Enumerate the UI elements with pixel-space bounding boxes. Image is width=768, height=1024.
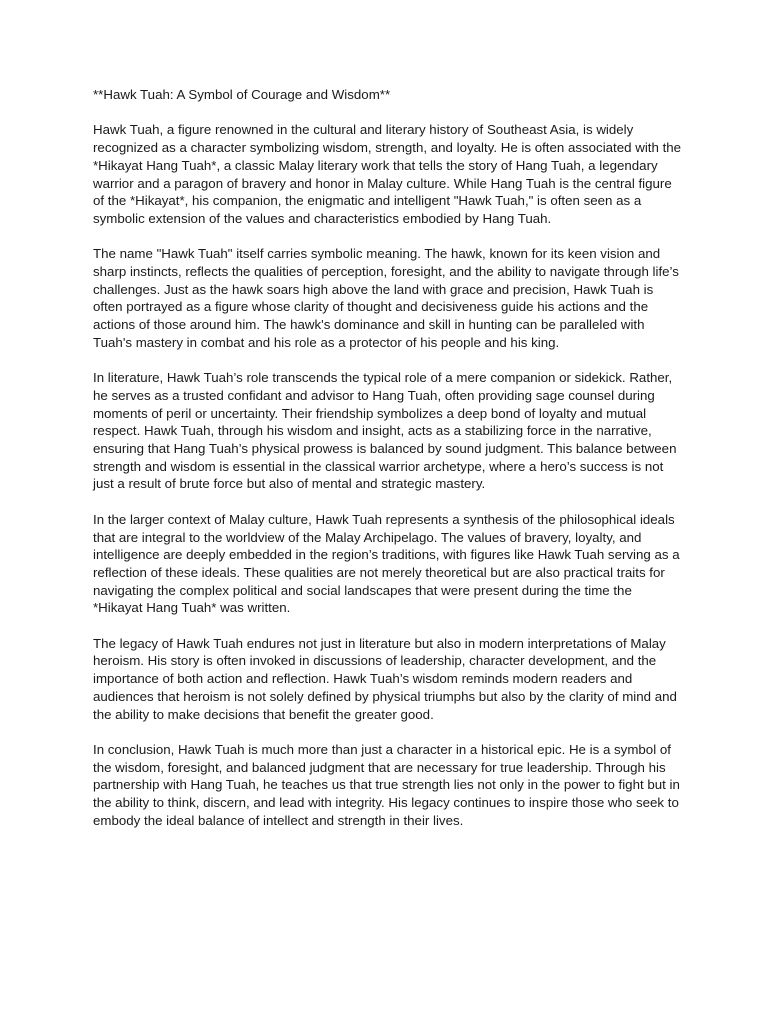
paragraph-4: In the larger context of Malay culture, Hawk Tuah represents a synthesis of the philosophical ideals that are integral to the worldview of the Malay Archipelago. The values of bravery, loyalty, and intelligence are deeply embedded in the region’s traditions, with figures like Hawk Tuah serving as a reflection of these ideals. These qualities are not merely theoretical but are also practical traits for navigating the complex political and social landscapes that were present during the time the *Hikayat Hang Tuah* was written. — [93, 511, 680, 616]
paragraph-1: Hawk Tuah, a figure renowned in the cultural and literary history of Southeast Asia, is widely recognized as a character symbolizing wisdom, strength, and loyalty. He is often associated with the *Hikayat Hang Tuah*, a classic Malay literary work that tells the story of Hang Tuah, a legendary warrior and a paragon of bravery and honor in Malay culture. While Hang Tuah is the central figure of the *Hikayat*, his companion, the enigmatic and intelligent "Hawk Tuah," is often seen as a symbolic extension of the values and characteristics embodied by Hang Tuah. — [93, 122, 682, 226]
document-title: **Hawk Tuah: A Symbol of Courage and Wisdom** — [93, 87, 391, 102]
paragraph-2: The name "Hawk Tuah" itself carries symbolic meaning. The hawk, known for its keen vision and sharp instincts, reflects the qualities of perception, foresight, and the ability to navigate through life’s challenges. Just as the hawk soars high above the land with grace and precision, Hawk Tuah is often portrayed as a figure whose clarity of thought and decisiveness guide his actions and the actions of those around him. The hawk's dominance and skill in hunting can be paralleled with Tuah's mastery in combat and his role as a protector of his people and his king. — [93, 246, 679, 350]
paragraph-5: The legacy of Hawk Tuah endures not just in literature but also in modern interpretations of Malay heroism. His story is often invoked in discussions of leadership, character development, and the importance of both action and reflection. Hawk Tuah’s wisdom reminds modern readers and audiences that heroism is not solely defined by physical triumphs but also by the clarity of mind and the ability to make decisions that benefit the greater good. — [93, 635, 677, 722]
paragraph-3: In literature, Hawk Tuah’s role transcends the typical role of a mere companion or sidekick. Rather, he serves as a trusted confidant and advisor to Hang Tuah, often providing sage counsel during moments of peril or uncertainty. Their friendship symbolizes a deep bond of loyalty and mutual respect. Hawk Tuah, through his wisdom and insight, acts as a stabilizing force in the narrative, ensuring that Hang Tuah’s physical prowess is balanced by sound judgment. This balance between strength and wisdom is essential in the classical warrior archetype, where a hero’s success is not just a result of brute force but also of mental and strategic mastery. — [93, 370, 677, 492]
paragraph-6: In conclusion, Hawk Tuah is much more than just a character in a historical epic. He is a symbol of the wisdom, foresight, and balanced judgment that are necessary for true leadership. Through his partnership with Hang Tuah, he teaches us that true strength lies not only in the power to fight but in the ability to think, discern, and lead with integrity. His legacy continues to inspire those who seek to embody the ideal balance of intellect and strength in their lives. — [93, 741, 680, 828]
document-body — [93, 86, 683, 829]
